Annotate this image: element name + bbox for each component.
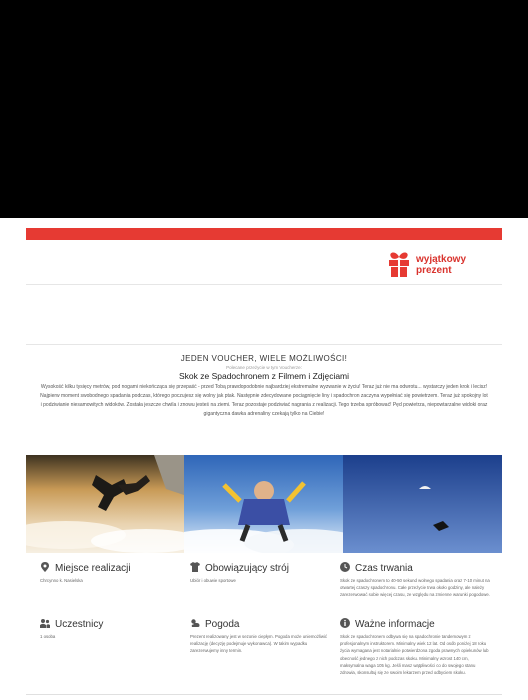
- info-important-text: Skok ze spadochronem odbywa się na spadochronie tandemowym z profesjonalnym instruktorem. Minimalny wiek 12 lat. Od osób poniżej 18 roku życia wymagana jest notarialnie potwierdzona zgoda prawnych opiekunów lub obecność jednego z nich podczas skoku. Minimalny wzrost 140 cm, maksymalna waga 105 kg. Jeśli masz wątpliwości co do swojego stanu zdrowia, skonsultuj się ze swoim lekarzem przed odbyciem skoku.: [340, 634, 489, 676]
- info-participants-title: Uczestnicy: [55, 619, 104, 630]
- info-icon: [340, 618, 350, 628]
- info-important-title: Ważne informacje: [355, 619, 435, 630]
- skydivers-above-clouds-photo[interactable]: [26, 455, 184, 553]
- info-location-title: Miejsce realizacji: [55, 563, 131, 574]
- info-weather: [190, 618, 330, 655]
- footer-divider: [26, 694, 502, 695]
- info-weather-title: Pogoda: [205, 619, 240, 630]
- gift-logo-icon: [388, 250, 410, 278]
- section-heading: JEDEN VOUCHER, WIELE MOŻLIWOŚCI!: [180, 354, 348, 363]
- section-subheading: Polecane przeżycie w tym Voucherze:: [226, 365, 302, 370]
- divider: [26, 284, 502, 285]
- parachute-blue-sky-photo[interactable]: [343, 455, 502, 553]
- info-participants-text: 1 osoba: [40, 634, 56, 639]
- voucher-page: [0, 218, 528, 700]
- weather-icon: [190, 618, 200, 628]
- people-icon: [40, 618, 50, 628]
- info-dress-text: Ubiór i obuwie sportowe: [190, 578, 236, 583]
- logo-text-line2: prezent: [416, 265, 452, 276]
- info-location: [40, 562, 180, 584]
- info-duration-title: Czas trwania: [355, 563, 413, 574]
- experience-description: Wysokość kilku tysięcy metrów, pod nogami niekończąca się przepaść - przed Tobą prawdopodobnie najbardziej ekstremalne wyzwanie w życiu! Teraz już nie ma odwrotu... wystarczy jeden krok i lecisz! Najpierw moment swobodnego spadania podczas, którego poczujesz się wolny jak ptak. Następnie zdecydowane pociągnięcie liny i spadochron zaczyna wypełniać się powietrzem. Teraz już spokojny lot i podziwianie niesamowitych widoków. Została jeszcze chwila i znowu jesteś na ziemi. Teraz pozostaje podziwiać nagrania z realizacji. Tego trzeba spróbować! Pęd powietrza, niepowtarzalne widoki oraz gigantyczna dawka adrenaliny czekają tylko na Ciebie!: [40, 384, 488, 417]
- info-important: [340, 618, 490, 676]
- shirt-icon: [190, 562, 200, 572]
- logo-text-line1: wyjątkowy: [416, 254, 467, 265]
- map-pin-icon: [40, 562, 50, 572]
- info-location-text: Chrcynno k. Nasielska: [40, 578, 83, 583]
- brand-logo[interactable]: [388, 248, 498, 282]
- info-participants: [40, 618, 180, 640]
- tandem-jump-smiling-photo[interactable]: [184, 455, 343, 553]
- clock-icon: [340, 562, 350, 572]
- photo-gallery: [26, 455, 502, 553]
- info-dress-title: Obowiązujący strój: [205, 563, 289, 574]
- divider: [26, 344, 502, 345]
- top-accent-bar: [26, 228, 502, 240]
- info-dress: [190, 562, 330, 584]
- info-duration-text: Skok ze spadochronem to 40-50 sekund wolnego spadania oraz 7-10 minut na otwartej czaszy spadochronu. Całe przeżycie trwa około godziny, ale należy zarezerwować sobie więcej czasu, ze względu na zmienne warunki pogodowe.: [340, 578, 490, 598]
- info-duration: [340, 562, 490, 599]
- info-weather-text: Prezent realizowany jest w sezonie ciepłym. Pogoda może uniemożliwić realizację (decyzję podejmuje wykonawca). W takim wypadku zarezerwujemy inny termin.: [190, 634, 328, 654]
- experience-title: Skok ze Spadochronem z Filmem i Zdjęciami: [178, 371, 350, 381]
